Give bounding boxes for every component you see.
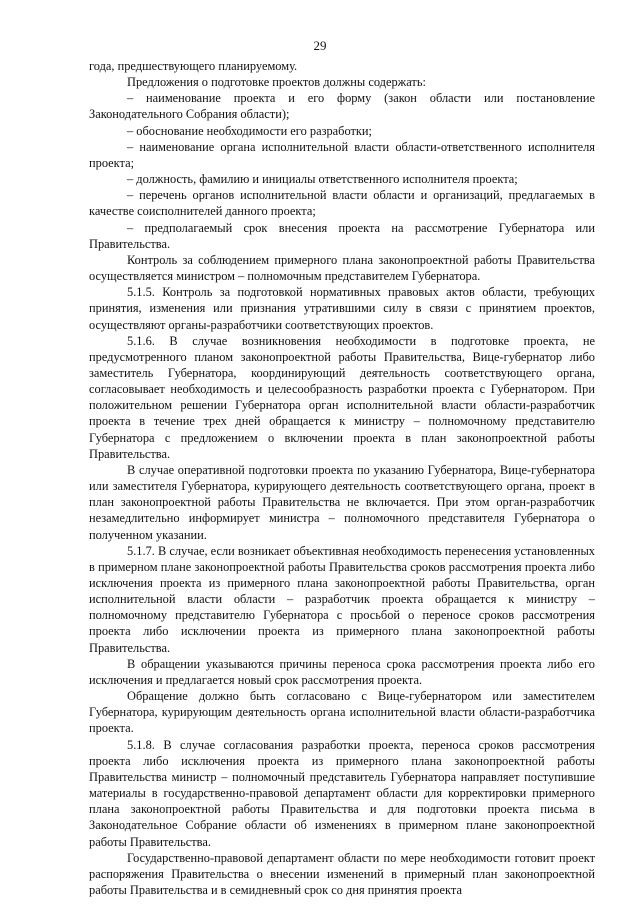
- paragraph: Государственно-правовой департамент области по мере необходимости готовит проект распоряжения Правительства о внесении изменений в примерный план законопроектной работы Правительства и в семидневный срок со дня принятия проекта: [89, 850, 595, 897]
- paragraph: 5.1.8. В случае согласования разработки проекта, переноса сроков рассмотрения проекта либо исключения проекта из примерного плана законопроектной работы Правительства министр – полномочный представитель Губернатора направляет поступившие материалы в государственно-правовой департамент области для корректировки примерного плана законопроектной работы Правительства и для подготовки проекта письма в Законодательное Собрание области об изменениях в примерном плане законопроектной работы Правительства.: [89, 737, 595, 849]
- paragraph: 5.1.6. В случае возникновения необходимости в подготовке проекта, не предусмотренного планом законопроектной работы Правительства, Вице-губернатор либо заместитель Губернатора, координирующий деятельность соответствующего органа, согласовывает необходимость и целесообразность разработки проекта с Губернатором. При положительном решении Губернатора орган исполнительной власти области-разработчик проекта в течение трех дней обращается к министру – полномочному представителю Губернатора с предложением о включении проекта в план законопроектной работы Правительства.: [89, 333, 595, 461]
- paragraph: В случае оперативной подготовки проекта по указанию Губернатора, Вице-губернатора или заместителя Губернатора, курирующего деятельность соответствующего органа, проект в план законопроектной работы Правительства не включается. При этом орган-разработчик незамедлительно информирует министра – полномочного представителя Губернатора о полученном указании.: [89, 462, 595, 542]
- paragraph: В обращении указываются причины переноса срока рассмотрения проекта либо его исключения и предлагается новый срок рассмотрения проекта.: [89, 656, 595, 687]
- list-item: – предполагаемый срок внесения проекта на рассмотрение Губернатора или Правительства.: [89, 220, 595, 251]
- paragraph: 5.1.5. Контроль за подготовкой нормативных правовых актов области, требующих принятия, изменения или признания утратившими силу в связи с принятием проектов, осуществляют органы-разработчики соответствующих проектов.: [89, 285, 595, 332]
- list-item: – обоснование необходимости его разработки;: [127, 123, 373, 138]
- list-item: – перечень органов исполнительной власти области и организаций, предлагаемых в качестве соисполнителей данного проекта;: [89, 188, 595, 219]
- paragraph: Предложения о подготовке проектов должны содержать:: [127, 75, 426, 90]
- page-number: 29: [313, 38, 327, 53]
- paragraph: Контроль за соблюдением примерного плана законопроектной работы Правительства осуществляется министром – полномочным представителем Губернатора.: [89, 252, 595, 284]
- list-item: – наименование органа исполнительной власти области-ответственного исполнителя проекта;: [89, 139, 595, 170]
- paragraph: Обращение должно быть согласовано с Вице-губернатором или заместителем Губернатора, курирующим деятельность органа исполнительной власти области-разработчика проекта.: [89, 689, 595, 736]
- list-item: – наименование проекта и его форму (закон области или постановление Законодательного Собрания области);: [89, 91, 595, 122]
- document-body: [89, 58, 595, 898]
- paragraph: 5.1.7. В случае, если возникает объективная необходимость перенесения установленных в примерном плане законопроектной работы Правительства сроков рассмотрения проекта либо исключения проекта из примерного плана законопроектной работы Правительства, орган исполнительной власти области – разработчик проекта обращается к министру – полномочному представителю Губернатора с просьбой о переносе сроков рассмотрения проекта либо исключении проекта из примерного плана законопроектной работы Правительства.: [89, 543, 595, 655]
- list-item: – должность, фамилию и инициалы ответственного исполнителя проекта;: [127, 172, 518, 187]
- paragraph: года, предшествующего планируемому.: [89, 59, 298, 73]
